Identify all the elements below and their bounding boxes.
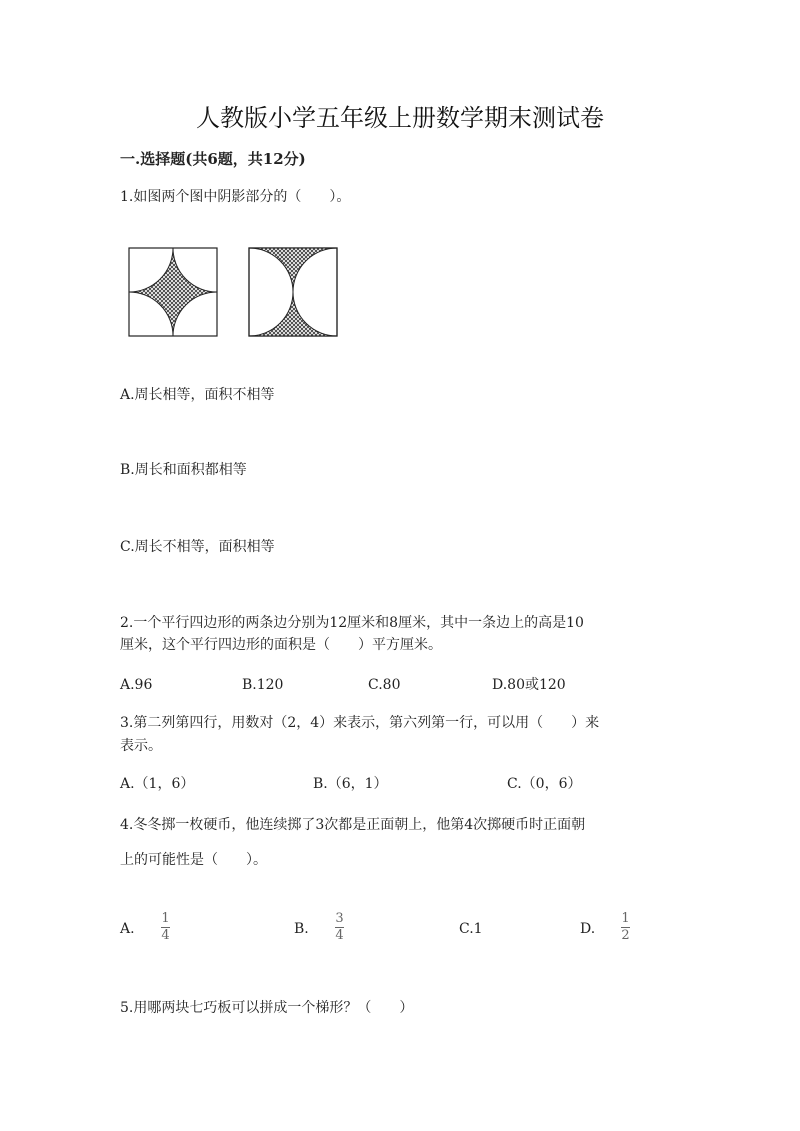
- question-3-line-2: 表示。: [120, 738, 162, 754]
- denominator: 4: [335, 928, 344, 943]
- question-4-option-c: [459, 918, 483, 937]
- option-label: A.: [120, 921, 135, 937]
- option-label: B.: [294, 921, 309, 937]
- numerator: 1: [161, 911, 170, 926]
- question-4-option-b: [294, 918, 309, 937]
- denominator: 4: [161, 928, 170, 943]
- figure-star-square: [129, 248, 217, 336]
- figure-arcs-square: [249, 248, 337, 336]
- section-heading: 一.选择题(共6题，共12分): [120, 150, 306, 168]
- page-title: 人教版小学五年级上册数学期末测试卷: [196, 104, 604, 132]
- question-1-option-a: A.周长相等，面积不相等: [120, 387, 275, 403]
- option-label: D.: [580, 921, 596, 937]
- question-4-line-2: 上的可能性是（ ）。: [120, 852, 267, 868]
- question-2-option-b: B.120: [242, 677, 284, 693]
- question-4-option-d: [580, 918, 595, 937]
- question-2-option-c: C.80: [368, 677, 401, 693]
- fraction-one-quarter: [161, 912, 170, 943]
- question-1-stem: 1.如图两个图中阴影部分的（ ）。: [120, 189, 351, 205]
- question-3-option-c: C.（0，6）: [507, 776, 582, 792]
- question-4-option-a: [120, 918, 135, 937]
- question-3-line-1: 3.第二列第四行，用数对（2，4）来表示，第六列第一行，可以用（ ）来: [120, 715, 600, 731]
- question-2-line-1: 2.一个平行四边形的两条边分别为12厘米和8厘米，其中一条边上的高是10: [120, 615, 584, 631]
- question-1-option-c: C.周长不相等，面积相等: [120, 539, 275, 555]
- question-2-option-d: D.80或120: [492, 677, 566, 693]
- question-2-line-2: 厘米，这个平行四边形的面积是（ ）平方厘米。: [120, 637, 442, 653]
- numerator: 1: [621, 911, 630, 926]
- option-label: C.1: [459, 921, 483, 937]
- fraction-three-quarters: [335, 912, 344, 943]
- fraction-one-half: [621, 912, 630, 943]
- question-5-stem: 5.用哪两块七巧板可以拼成一个梯形？（ ）: [120, 1000, 414, 1016]
- question-2-option-a: A.96: [120, 677, 153, 693]
- numerator: 3: [335, 911, 344, 926]
- question-3-option-a: A.（1，6）: [120, 776, 195, 792]
- question-1-option-b: B.周长和面积都相等: [120, 462, 247, 478]
- question-3-option-b: B.（6，1）: [313, 776, 388, 792]
- question-1-figures: [126, 245, 350, 341]
- question-4-line-1: 4.冬冬掷一枚硬币，他连续掷了3次都是正面朝上，他第4次掷硬币时正面朝: [120, 817, 586, 833]
- denominator: 2: [621, 928, 630, 943]
